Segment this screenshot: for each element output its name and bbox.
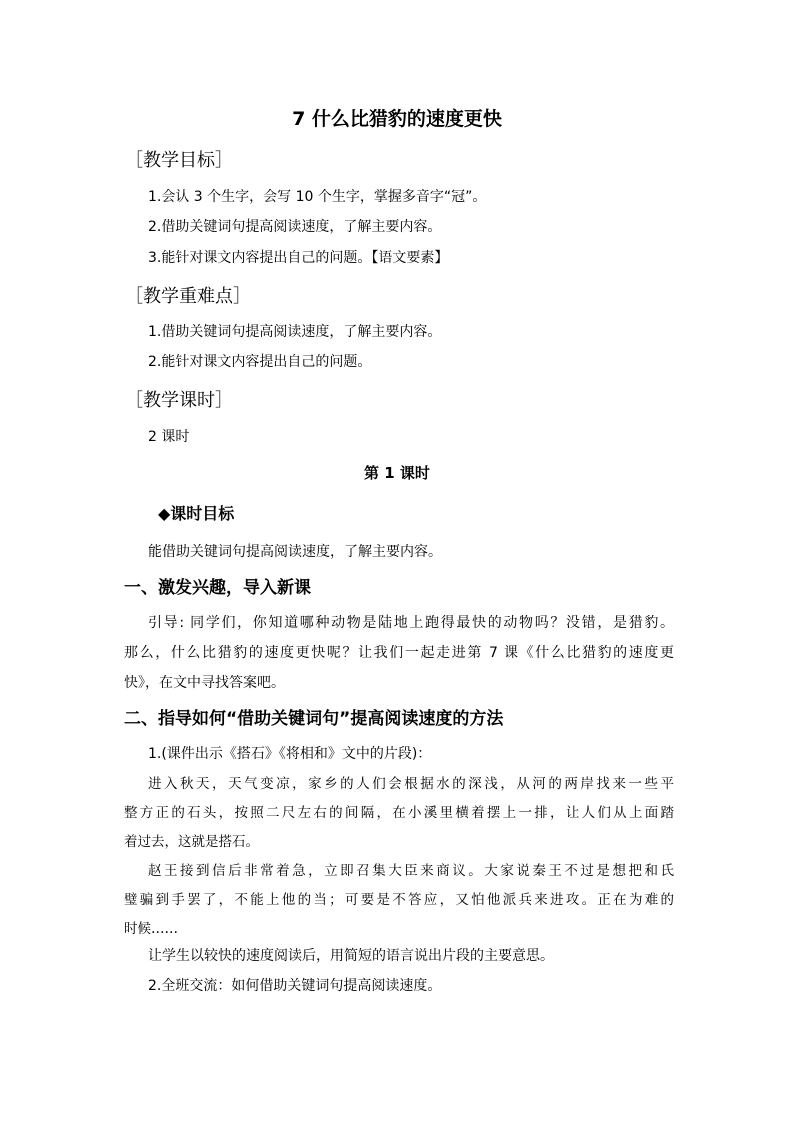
part1-line-3: 快》，在文中寻找答案吧。	[124, 675, 285, 691]
goals-heading: ［教学目标］	[125, 150, 233, 171]
lesson-goal-text: 能借助关键词句提高阅读速度，了解主要内容。	[148, 544, 442, 560]
part1-heading: 一、激发兴趣，导入新课	[124, 578, 311, 598]
key-points-heading: ［教学重难点］	[125, 286, 251, 307]
instruction-text: 让学生以较快的速度阅读后，用简短的语言说出片段的主要意思。	[148, 948, 554, 964]
lesson-title: 第 1 课时	[364, 464, 430, 482]
goal-item-3: 3.能针对课文内容提出自己的问题。【语文要素】	[148, 250, 449, 266]
excerpt1-line-2: 整方正的石头，按照二尺左右的间隔，在小溪里横着摆上一排，让人们从上面踏	[124, 805, 674, 821]
excerpt1-line-3: 着过去，这就是搭石。	[124, 834, 259, 850]
goal-item-2: 2.借助关键词句提高阅读速度，了解主要内容。	[148, 219, 442, 235]
part1-line-2: 那么，什么比猎豹的速度更快呢？让我们一起走进第 7 课《什么比猎豹的速度更	[124, 645, 674, 661]
time-heading: ［教学课时］	[125, 390, 233, 411]
excerpt2-line-1: 赵王接到信后非常着急，立即召集大臣来商议。大家说秦王不过是想把和氏	[148, 863, 674, 879]
lesson-goal-heading: ◆课时目标	[158, 504, 235, 523]
goal-item-1: 1.会认 3 个生字，会写 10 个生字，掌握多音字“冠”。	[148, 189, 487, 205]
part1-line-1: 引导: 同学们，你知道哪种动物是陆地上跑得最快的动物吗？没错，是猎豹。	[148, 615, 674, 631]
excerpt2-line-2: 璧骗到手罢了，不能上他的当；可要是不答应，又怕他派兵来进攻。正在为难的	[124, 892, 674, 908]
key-point-1: 1.借助关键词句提高阅读速度，了解主要内容。	[148, 324, 442, 340]
excerpt2-line-3: 时候……	[124, 921, 178, 937]
part2-item-1: 1.(课件出示《搭石》《将相和》文中的片段)：	[148, 746, 432, 762]
key-point-2: 2.能针对课文内容提出自己的问题。	[148, 354, 372, 370]
excerpt1-line-1: 进入秋天，天气变凉，家乡的人们会根据水的深浅，从河的两岸找来一些平	[148, 776, 674, 792]
part2-heading: 二、指导如何“借助关键词句”提高阅读速度的方法	[124, 709, 504, 729]
part2-item-2: 2.全班交流：如何借助关键词句提高阅读速度。	[148, 978, 442, 994]
time-value: 2 课时	[148, 429, 190, 445]
page-title: 7 什么比猎豹的速度更快	[292, 108, 502, 130]
